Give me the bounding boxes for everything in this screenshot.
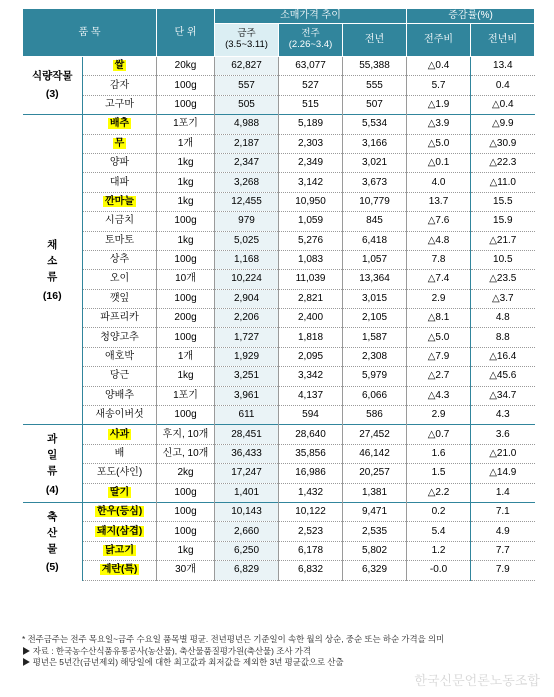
last-year-price: 13,364 — [343, 270, 407, 289]
yoy-change: 4.3 — [471, 406, 535, 425]
unit-cell: 1kg — [157, 153, 215, 172]
item-cell — [83, 541, 157, 560]
unit-cell: 신고, 10개 — [157, 444, 215, 463]
header-wow: 전주비 — [407, 24, 471, 57]
last-week-price: 2,349 — [279, 153, 343, 172]
last-week-price: 1,059 — [279, 212, 343, 231]
table-row — [23, 541, 535, 560]
last-year-price: 5,802 — [343, 541, 407, 560]
item-name: 오이 — [109, 273, 130, 285]
item-cell — [83, 250, 157, 269]
last-year-price: 3,166 — [343, 134, 407, 153]
category-label — [23, 70, 83, 100]
last-week-price: 35,856 — [279, 444, 343, 463]
item-name: 깻잎 — [109, 292, 130, 304]
last-year-price: 5,534 — [343, 115, 407, 134]
item-cell — [83, 289, 157, 308]
wow-change: △0.4 — [407, 57, 471, 76]
item-cell — [83, 522, 157, 541]
item-name: 무 — [114, 137, 125, 149]
yoy-change: △14.9 — [471, 464, 535, 483]
item-name: 애호박 — [105, 351, 134, 363]
wow-change: △2.2 — [407, 483, 471, 502]
this-week-price: 2,904 — [215, 289, 279, 308]
last-week-price: 5,189 — [279, 115, 343, 134]
unit-cell: 1kg — [157, 367, 215, 386]
item-cell — [83, 270, 157, 289]
last-year-price: 1,057 — [343, 250, 407, 269]
table-row — [23, 153, 535, 172]
this-week-price: 611 — [215, 406, 279, 425]
category-count: (16) — [42, 289, 62, 302]
item-cell — [83, 134, 157, 153]
this-week-price: 10,224 — [215, 270, 279, 289]
yoy-change: △34.7 — [471, 386, 535, 405]
item-cell — [83, 115, 157, 134]
category-cell — [23, 115, 83, 425]
last-week-price: 10,122 — [279, 502, 343, 521]
item-cell — [83, 95, 157, 114]
unit-cell: 100g — [157, 502, 215, 521]
yoy-change: 0.4 — [471, 76, 535, 95]
category-cell — [23, 502, 83, 580]
category-char: 과 — [47, 432, 58, 445]
table-row — [23, 134, 535, 153]
yoy-change: 15.9 — [471, 212, 535, 231]
category-char: 산 — [47, 526, 58, 539]
this-week-price: 28,451 — [215, 425, 279, 444]
last-year-price: 507 — [343, 95, 407, 114]
last-week-price: 5,276 — [279, 231, 343, 250]
header-avg-year: 전년 — [343, 24, 407, 57]
category-label — [23, 431, 83, 497]
last-week-price: 16,986 — [279, 464, 343, 483]
item-name: 당근 — [109, 370, 130, 382]
last-year-price: 6,329 — [343, 561, 407, 580]
this-week-price: 2,660 — [215, 522, 279, 541]
yoy-change: 7.1 — [471, 502, 535, 521]
wow-change: △4.3 — [407, 386, 471, 405]
wow-change: 1.2 — [407, 541, 471, 560]
unit-cell: 100g — [157, 250, 215, 269]
wow-change: △0.1 — [407, 153, 471, 172]
last-year-price: 3,673 — [343, 173, 407, 192]
item-name: 한우(등심) — [96, 506, 143, 518]
unit-cell: 1kg — [157, 541, 215, 560]
last-year-price: 2,105 — [343, 309, 407, 328]
header-yoy: 전년비 — [471, 24, 535, 57]
last-week-price: 63,077 — [279, 57, 343, 76]
category-count: (4) — [45, 483, 59, 496]
this-week-price: 3,268 — [215, 173, 279, 192]
table-row — [23, 173, 535, 192]
last-week-price: 4,137 — [279, 386, 343, 405]
item-name: 상추 — [109, 254, 130, 266]
last-week-price: 527 — [279, 76, 343, 95]
header-last-week — [279, 24, 343, 57]
footnote-average: ▶ 평년은 5년간(금년제외) 해당일에 대한 최고값과 최저값을 제외한 3년 평균값으로 산출 — [22, 657, 344, 668]
this-week-price: 2,187 — [215, 134, 279, 153]
last-week-price: 2,821 — [279, 289, 343, 308]
table-row — [23, 250, 535, 269]
this-week-price: 1,929 — [215, 347, 279, 366]
watermark: 한국신문언론노동조합 — [414, 674, 540, 689]
table-row — [23, 231, 535, 250]
this-week-price: 4,988 — [215, 115, 279, 134]
last-year-price: 55,388 — [343, 57, 407, 76]
wow-change: △1.9 — [407, 95, 471, 114]
category-char: 일 — [47, 449, 58, 461]
yoy-change: 3.6 — [471, 425, 535, 444]
this-week-price: 1,401 — [215, 483, 279, 502]
header-change-rate: 증감률(%) — [407, 9, 535, 24]
item-name: 포도(샤인) — [96, 467, 143, 479]
item-name: 깐마늘 — [105, 195, 134, 207]
table-row — [23, 406, 535, 425]
unit-cell: 2kg — [157, 464, 215, 483]
yoy-change: △21.0 — [471, 444, 535, 463]
item-name: 배추 — [109, 118, 130, 130]
header-item: 품 목 — [23, 9, 157, 57]
item-cell — [83, 502, 157, 521]
item-name: 계란(특) — [101, 564, 138, 576]
yoy-change: △3.7 — [471, 289, 535, 308]
item-name: 시금치 — [105, 215, 134, 227]
header-unit: 단 위 — [157, 9, 215, 57]
wow-change: 4.0 — [407, 173, 471, 192]
wow-change: △7.9 — [407, 347, 471, 366]
yoy-change: 10.5 — [471, 250, 535, 269]
last-week-price: 6,832 — [279, 561, 343, 580]
last-year-price: 20,257 — [343, 464, 407, 483]
last-week-price: 3,342 — [279, 367, 343, 386]
yoy-change: 4.8 — [471, 309, 535, 328]
yoy-change: △0.4 — [471, 95, 535, 114]
item-name: 토마토 — [105, 234, 134, 246]
wow-change: △7.4 — [407, 270, 471, 289]
yoy-change: 15.5 — [471, 192, 535, 211]
table-row — [23, 95, 535, 114]
last-week-price: 1,818 — [279, 328, 343, 347]
item-name: 쌀 — [114, 60, 125, 72]
unit-cell: 1포기 — [157, 386, 215, 405]
this-week-price: 6,829 — [215, 561, 279, 580]
unit-cell: 1포기 — [157, 115, 215, 134]
table-row — [23, 483, 535, 502]
wow-change: 5.4 — [407, 522, 471, 541]
last-year-price: 555 — [343, 76, 407, 95]
last-week-price: 11,039 — [279, 270, 343, 289]
this-week-price: 3,251 — [215, 367, 279, 386]
category-char: 축 — [47, 510, 58, 523]
unit-cell: 20kg — [157, 57, 215, 76]
item-name: 감자 — [109, 79, 130, 91]
last-week-price: 2,095 — [279, 347, 343, 366]
category-char: 소 — [47, 255, 58, 268]
item-name: 양배추 — [105, 389, 134, 401]
table-row — [23, 57, 535, 76]
last-week-price: 1,083 — [279, 250, 343, 269]
item-cell — [83, 328, 157, 347]
last-week-price: 2,523 — [279, 522, 343, 541]
unit-cell: 1kg — [157, 192, 215, 211]
item-cell — [83, 483, 157, 502]
item-name: 양파 — [109, 157, 130, 169]
table-row — [23, 212, 535, 231]
last-year-price: 5,979 — [343, 367, 407, 386]
category-char: 류 — [47, 271, 58, 284]
unit-cell: 100g — [157, 406, 215, 425]
last-year-price: 1,381 — [343, 483, 407, 502]
item-name: 닭고기 — [105, 544, 134, 556]
item-name: 청양고추 — [100, 331, 139, 343]
last-year-price: 27,452 — [343, 425, 407, 444]
table-row — [23, 76, 535, 95]
item-cell — [83, 192, 157, 211]
this-week-price: 36,433 — [215, 444, 279, 463]
item-cell — [83, 76, 157, 95]
category-char: 류 — [47, 465, 58, 478]
table-row — [23, 192, 535, 211]
wow-change: 1.5 — [407, 464, 471, 483]
unit-cell: 1개 — [157, 347, 215, 366]
header-last-week-period: (2.26~3.4) — [288, 39, 333, 50]
wow-change: 7.8 — [407, 250, 471, 269]
price-table-container — [22, 8, 534, 581]
item-cell — [83, 231, 157, 250]
last-week-price: 515 — [279, 95, 343, 114]
yoy-change: 13.4 — [471, 57, 535, 76]
last-year-price: 586 — [343, 406, 407, 425]
wow-change: -0.0 — [407, 561, 471, 580]
unit-cell: 100g — [157, 483, 215, 502]
unit-cell: 100g — [157, 95, 215, 114]
last-year-price: 2,308 — [343, 347, 407, 366]
this-week-price: 1,727 — [215, 328, 279, 347]
wow-change: 13.7 — [407, 192, 471, 211]
last-year-price: 46,142 — [343, 444, 407, 463]
yoy-change: 7.7 — [471, 541, 535, 560]
wow-change: △0.7 — [407, 425, 471, 444]
item-cell — [83, 425, 157, 444]
category-char: 물 — [47, 543, 58, 556]
wow-change: △2.7 — [407, 367, 471, 386]
last-year-price: 10,779 — [343, 192, 407, 211]
item-cell — [83, 444, 157, 463]
this-week-price: 6,250 — [215, 541, 279, 560]
unit-cell: 10개 — [157, 270, 215, 289]
category-label — [23, 509, 83, 575]
unit-cell: 100g — [157, 522, 215, 541]
item-cell — [83, 561, 157, 580]
table-row — [23, 561, 535, 580]
table-row — [23, 328, 535, 347]
yoy-change: △9.9 — [471, 115, 535, 134]
table-row — [23, 347, 535, 366]
footnotes — [22, 634, 542, 669]
last-year-price: 3,021 — [343, 153, 407, 172]
item-cell — [83, 386, 157, 405]
last-year-price: 6,066 — [343, 386, 407, 405]
item-cell — [83, 347, 157, 366]
item-name: 딸기 — [109, 486, 130, 498]
item-name: 배 — [114, 448, 125, 459]
wow-change: △4.8 — [407, 231, 471, 250]
last-week-price: 6,178 — [279, 541, 343, 560]
category-label — [23, 237, 83, 303]
last-year-price: 1,587 — [343, 328, 407, 347]
last-week-price: 3,142 — [279, 173, 343, 192]
last-week-price: 28,640 — [279, 425, 343, 444]
item-name: 파프리카 — [100, 312, 139, 324]
table-row — [23, 502, 535, 521]
header-this-week-period: (3.5~3.11) — [225, 39, 268, 50]
table-row — [23, 425, 535, 444]
yoy-change: 7.9 — [471, 561, 535, 580]
item-cell — [83, 173, 157, 192]
wow-change: 2.9 — [407, 289, 471, 308]
unit-cell: 100g — [157, 76, 215, 95]
this-week-price: 2,206 — [215, 309, 279, 328]
header-this-week — [215, 24, 279, 57]
last-week-price: 1,432 — [279, 483, 343, 502]
unit-cell: 후지, 10개 — [157, 425, 215, 444]
category-cell — [23, 425, 83, 503]
table-row — [23, 444, 535, 463]
last-year-price: 6,418 — [343, 231, 407, 250]
item-name: 고구마 — [105, 98, 134, 110]
yoy-change: △22.3 — [471, 153, 535, 172]
wow-change: △5.0 — [407, 328, 471, 347]
header-last-week-label: 전주 — [301, 28, 320, 40]
this-week-price: 505 — [215, 95, 279, 114]
this-week-price: 2,347 — [215, 153, 279, 172]
wow-change: △7.6 — [407, 212, 471, 231]
wow-change: 1.6 — [407, 444, 471, 463]
table-row — [23, 367, 535, 386]
this-week-price: 5,025 — [215, 231, 279, 250]
unit-cell: 1개 — [157, 134, 215, 153]
last-week-price: 594 — [279, 406, 343, 425]
table-row — [23, 270, 535, 289]
this-week-price: 3,961 — [215, 386, 279, 405]
last-week-price: 2,303 — [279, 134, 343, 153]
yoy-change: 4.9 — [471, 522, 535, 541]
wow-change: 5.7 — [407, 76, 471, 95]
item-cell — [83, 406, 157, 425]
item-cell — [83, 153, 157, 172]
last-week-price: 10,950 — [279, 192, 343, 211]
wow-change: 0.2 — [407, 502, 471, 521]
header-retail-trend: 소매가격 추이 — [215, 9, 407, 24]
last-week-price: 2,400 — [279, 309, 343, 328]
yoy-change: 1.4 — [471, 483, 535, 502]
category-cell — [23, 57, 83, 115]
header-this-week-label: 금주 — [237, 28, 256, 40]
unit-cell: 100g — [157, 212, 215, 231]
yoy-change: △30.9 — [471, 134, 535, 153]
unit-cell: 200g — [157, 309, 215, 328]
footnote-source: ▶ 자료 : 한국농수산식품유통공사(농산물), 축산물품질평가원(축산물) 조사 가격 — [22, 645, 311, 656]
yoy-change: △11.0 — [471, 173, 535, 192]
yoy-change: △23.5 — [471, 270, 535, 289]
item-cell — [83, 212, 157, 231]
this-week-price: 557 — [215, 76, 279, 95]
footnote-definition: * 전주금주는 전주 목요일~금주 수요일 품목별 평균. 전년평년은 기준일이 속한 월의 상순, 중순 또는 하순 가격을 의미 — [22, 634, 445, 644]
unit-cell: 1kg — [157, 231, 215, 250]
table-row — [23, 115, 535, 134]
this-week-price: 1,168 — [215, 250, 279, 269]
item-cell — [83, 57, 157, 76]
this-week-price: 10,143 — [215, 502, 279, 521]
item-cell — [83, 464, 157, 483]
unit-cell: 30개 — [157, 561, 215, 580]
item-name: 돼지(삼겹) — [96, 525, 143, 537]
unit-cell: 1kg — [157, 173, 215, 192]
item-cell — [83, 367, 157, 386]
category-char: 채 — [47, 238, 58, 251]
this-week-price: 62,827 — [215, 57, 279, 76]
item-name: 대파 — [109, 176, 130, 188]
table-row — [23, 464, 535, 483]
table-row — [23, 289, 535, 308]
table-row — [23, 309, 535, 328]
yoy-change: △21.7 — [471, 231, 535, 250]
category-count: (3) — [45, 87, 59, 100]
wow-change: 2.9 — [407, 406, 471, 425]
last-year-price: 845 — [343, 212, 407, 231]
unit-cell: 100g — [157, 289, 215, 308]
yoy-change: △16.4 — [471, 347, 535, 366]
item-cell — [83, 309, 157, 328]
category-name: 식량작물 — [31, 70, 73, 83]
category-count: (5) — [45, 561, 59, 574]
this-week-price: 17,247 — [215, 464, 279, 483]
table-row — [23, 386, 535, 405]
last-year-price: 2,535 — [343, 522, 407, 541]
wow-change: △3.9 — [407, 115, 471, 134]
item-name: 새송이버섯 — [95, 409, 144, 421]
yoy-change: 8.8 — [471, 328, 535, 347]
table-row — [23, 522, 535, 541]
unit-cell: 100g — [157, 328, 215, 347]
last-year-price: 3,015 — [343, 289, 407, 308]
last-year-price: 9,471 — [343, 502, 407, 521]
price-table-body — [23, 57, 535, 581]
item-name: 사과 — [109, 428, 130, 440]
this-week-price: 979 — [215, 212, 279, 231]
price-table — [22, 8, 535, 581]
yoy-change: △45.6 — [471, 367, 535, 386]
this-week-price: 12,455 — [215, 192, 279, 211]
wow-change: △8.1 — [407, 309, 471, 328]
wow-change: △5.0 — [407, 134, 471, 153]
